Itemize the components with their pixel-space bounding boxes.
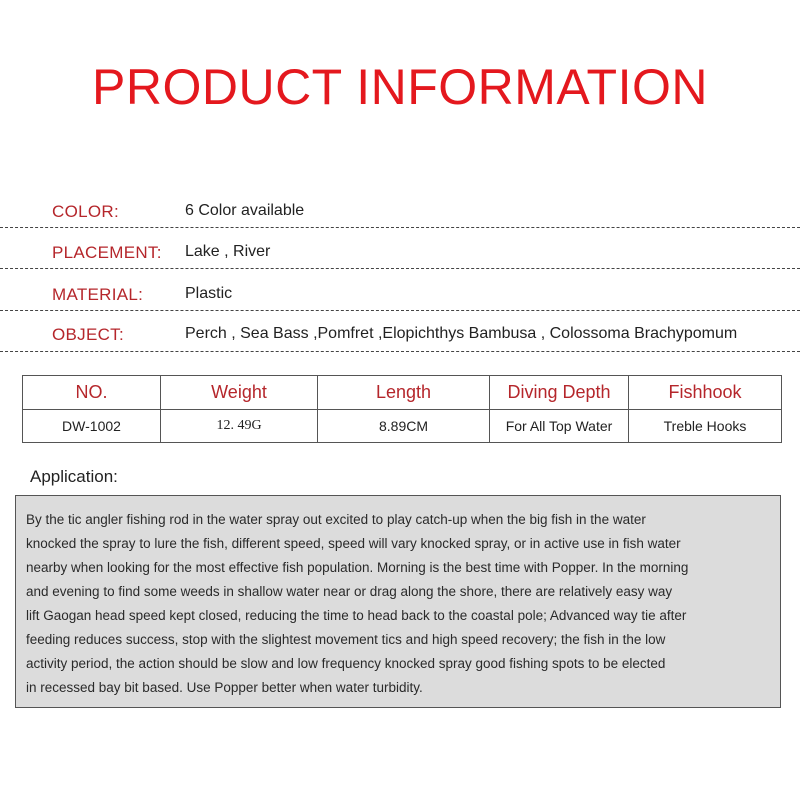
application-line: nearby when looking for the most effective fish population. Morning is the best time with Popper. In the morning xyxy=(26,560,689,575)
spec-row-object xyxy=(0,325,800,365)
spec-label: OBJECT: xyxy=(52,325,125,344)
table-header-cell: NO. xyxy=(23,376,161,410)
spec-row-material xyxy=(0,285,800,325)
spec-value: Perch , Sea Bass ,Pomfret ,Elopichthys Bambusa , Colossoma Brachypomum xyxy=(185,325,738,342)
table-cell: For All Top Water xyxy=(490,410,629,443)
table-cell: 8.89CM xyxy=(318,410,490,443)
spec-value: Lake , River xyxy=(185,243,271,260)
spec-label: COLOR: xyxy=(52,202,119,221)
spec-row-color xyxy=(0,202,800,242)
dashed-divider xyxy=(0,310,800,311)
application-line: lift Gaogan head speed kept closed, reducing the time to head back to the coastal pole; Advanced way tie after xyxy=(26,608,687,623)
application-text-box xyxy=(15,495,781,708)
spec-row-placement xyxy=(0,243,800,283)
table-header-cell: Length xyxy=(318,376,490,410)
application-heading: Application: xyxy=(30,467,118,486)
table-header-cell: Diving Depth xyxy=(490,376,629,410)
spec-label: PLACEMENT: xyxy=(52,243,162,262)
page-title: PRODUCT INFORMATION xyxy=(92,59,708,115)
table-header-row xyxy=(23,376,782,410)
table-header-cell: Fishhook xyxy=(629,376,782,410)
table-cell: Treble Hooks xyxy=(629,410,782,443)
application-line: By the tic angler fishing rod in the water spray out excited to play catch-up when the big fish in the water xyxy=(26,512,646,527)
spec-value: 6 Color available xyxy=(185,202,305,219)
dashed-divider xyxy=(0,268,800,269)
table-header-cell: Weight xyxy=(161,376,318,410)
application-line: knocked the spray to lure the fish, different speed, speed will vary knocked spray, or in active use in fish water xyxy=(26,536,681,551)
spec-value: Plastic xyxy=(185,285,233,302)
application-line: in recessed bay bit based. Use Popper better when water turbidity. xyxy=(26,680,423,695)
application-line: activity period, the action should be slow and low frequency knocked spray good fishing spots to be elected xyxy=(26,656,666,671)
dashed-divider xyxy=(0,351,800,352)
application-line: feeding reduces success, stop with the slightest movement tics and high speed recovery; the fish in the low xyxy=(26,632,666,647)
table-cell: DW-1002 xyxy=(23,410,161,443)
application-line: and evening to find some weeds in shallow water near or drag along the shore, there are relatively easy way xyxy=(26,584,673,599)
spec-table xyxy=(22,375,782,443)
dashed-divider xyxy=(0,227,800,228)
spec-label: MATERIAL: xyxy=(52,285,144,304)
table-cell: 12. 49G xyxy=(161,410,318,443)
table-row xyxy=(23,410,782,443)
